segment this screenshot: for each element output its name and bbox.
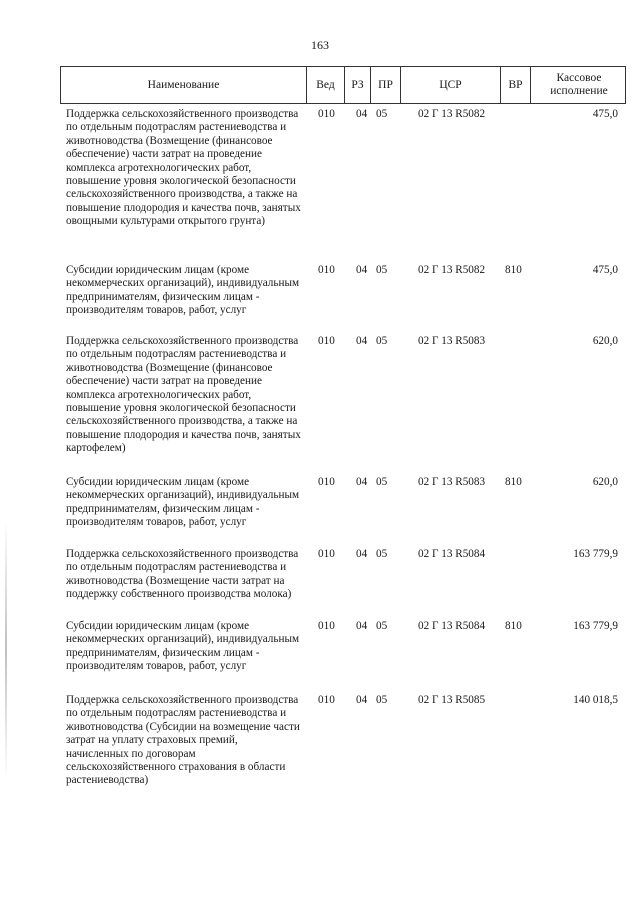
row-csr: 02 Г 13 R5083 (418, 476, 486, 488)
row-ved: 010 (318, 476, 335, 488)
row-amount: 620,0 (592, 335, 618, 347)
row-vr: 810 (505, 264, 522, 276)
row-ved: 010 (318, 264, 335, 276)
header-pr: ПР (371, 67, 401, 103)
row-ved: 010 (318, 694, 335, 706)
row-name: Субсидии юридическим лицам (кроме некоммерческих организаций), индивидуальным предпринимателям, физическим лицам - производителям товаров, работ, услуг (66, 620, 300, 673)
row-pr: 05 (376, 476, 388, 488)
row-csr: 02 Г 13 R5082 (418, 108, 486, 120)
header-rz: РЗ (345, 67, 371, 103)
row-ved: 010 (318, 108, 335, 120)
row-rz: 04 (356, 694, 368, 706)
scan-edge-artifact (5, 520, 7, 780)
header-name: Наименование (61, 67, 307, 103)
row-ved: 010 (318, 335, 335, 347)
row-rz: 04 (356, 476, 368, 488)
header-amount: Кассовое исполнение (550, 72, 608, 97)
row-vr: 810 (505, 620, 522, 632)
row-rz: 04 (356, 264, 368, 276)
row-csr: 02 Г 13 R5082 (418, 264, 486, 276)
row-amount: 475,0 (592, 264, 618, 276)
row-name: Субсидии юридическим лицам (кроме некоммерческих организаций), индивидуальным предпринимателям, физическим лицам - производителям товаров, работ, услуг (66, 476, 300, 529)
row-rz: 04 (356, 620, 368, 632)
row-name: Субсидии юридическим лицам (кроме некоммерческих организаций), индивидуальным предпринимателям, физическим лицам - производителям товаров, работ, услуг (66, 264, 300, 317)
page-number: 163 (311, 38, 329, 52)
row-csr: 02 Г 13 R5085 (418, 694, 486, 706)
row-name: Поддержка сельскохозяйственного производства по отдельным подотраслям растениеводства и животноводства (Возмещение части затрат на поддержку собственного производства молока) (66, 548, 299, 601)
row-amount: 140 018,5 (573, 694, 618, 706)
row-ved: 010 (318, 620, 335, 632)
row-name: Поддержка сельскохозяйственного производства по отдельным подотраслям растениеводства и животноводства (Возмещение (финансовое обеспечение) части затрат на проведение комплекса агротехнологических работ, повышение уровня экологической безопасности сельскохозяйственного производства, а также на повышение плодородия и качества почв, занятых картофелем) (66, 335, 301, 455)
row-vr: 810 (505, 476, 522, 488)
row-pr: 05 (376, 620, 388, 632)
table-header (60, 66, 626, 104)
row-csr: 02 Г 13 R5083 (418, 335, 486, 347)
header-ved: Вед (307, 67, 345, 103)
row-csr: 02 Г 13 R5084 (418, 620, 486, 632)
row-ved: 010 (318, 548, 335, 560)
row-pr: 05 (376, 264, 388, 276)
row-amount: 620,0 (592, 476, 618, 488)
row-amount: 163 779,9 (573, 548, 618, 560)
row-amount: 475,0 (592, 108, 618, 120)
row-rz: 04 (356, 548, 368, 560)
row-pr: 05 (376, 548, 388, 560)
row-pr: 05 (376, 335, 388, 347)
header-csr: ЦСР (401, 67, 501, 103)
row-pr: 05 (376, 694, 388, 706)
header-vr: ВР (501, 67, 531, 103)
row-rz: 04 (356, 335, 368, 347)
row-name: Поддержка сельскохозяйственного производства по отдельным подотраслям растениеводства и животноводства (Субсидии на возмещение части затрат на уплату страховых премий, начисленных по договорам сельскохозяйственного страхования в области растениеводства) (66, 694, 300, 787)
row-amount: 163 779,9 (573, 620, 618, 632)
row-pr: 05 (376, 108, 388, 120)
row-csr: 02 Г 13 R5084 (418, 548, 486, 560)
row-name: Поддержка сельскохозяйственного производства по отдельным подотраслям растениеводства и животноводства (Возмещение (финансовое обеспечение) части затрат на проведение комплекса агротехнологических работ, повышение уровня экологической безопасности сельскохозяйственного производства, а также на повышение плодородия и качества почв, занятых овощными культурами открытого грунта) (66, 108, 301, 228)
row-rz: 04 (356, 108, 368, 120)
